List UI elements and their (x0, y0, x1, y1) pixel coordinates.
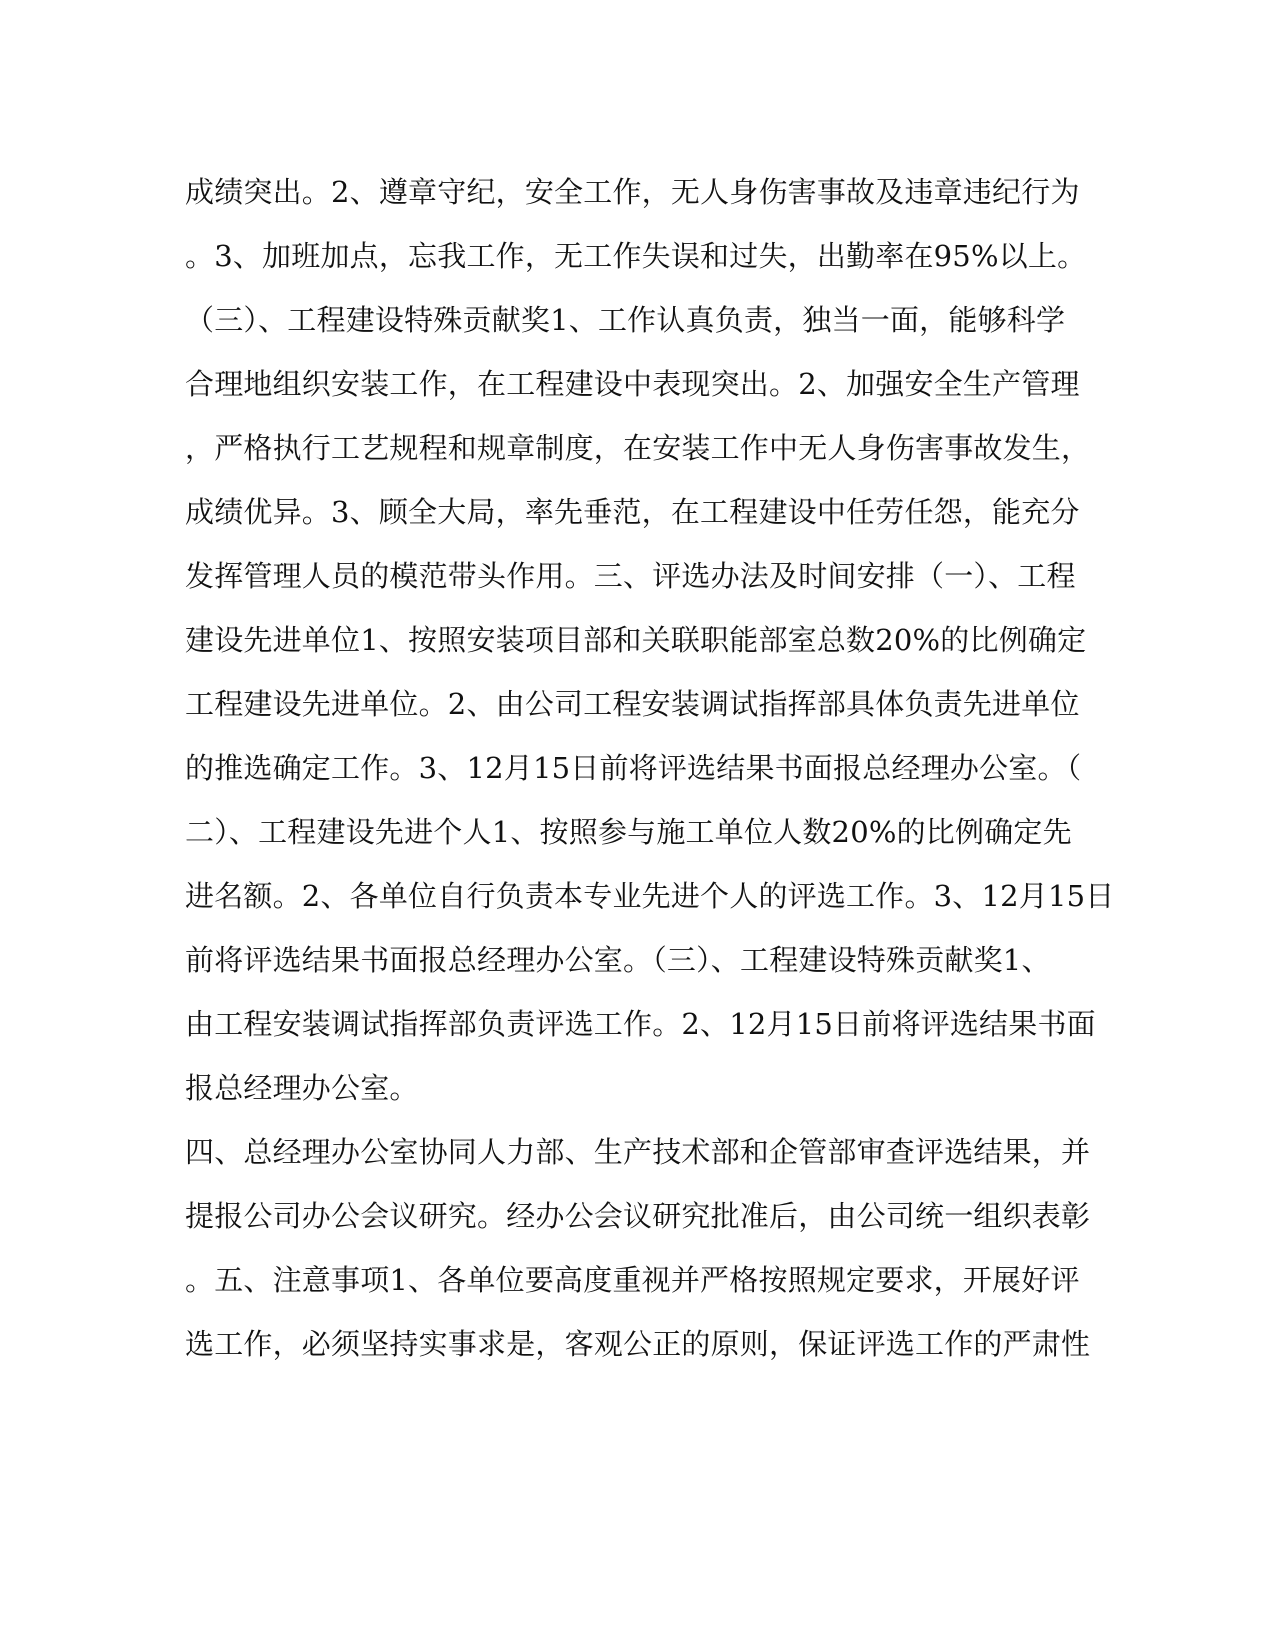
text-line: 提报公司办公会议研究。经办公会议研究批准后，由公司统一组织表彰 (185, 1199, 1091, 1233)
text-line: 成绩突出。2、遵章守纪，安全工作，无人身伤害事故及违章违纪行为 (185, 175, 1080, 209)
text-line: 成绩优异。3、顾全大局，率先垂范，在工程建设中任劳任怨，能充分 (185, 495, 1080, 529)
text-line: 的推选确定工作。3、12月15日前将评选结果书面报总经理办公室。（ (185, 751, 1082, 785)
text-line: 合理地组织安装工作，在工程建设中表现突出。2、加强安全生产管理 (185, 367, 1080, 401)
body-text (185, 160, 1115, 1376)
text-line: 工程建设先进单位。2、由公司工程安装调试指挥部具体负责先进单位 (185, 687, 1080, 721)
text-line: 选工作，必须坚持实事求是，客观公正的原则，保证评选工作的严肃性 (185, 1327, 1091, 1361)
text-line: 二）、工程建设先进个人1、按照参与施工单位人数20%的比例确定先 (185, 815, 1072, 849)
text-line: ，严格执行工艺规程和规章制度，在安装工作中无人身伤害事故发生， (185, 431, 1091, 465)
text-line: 发挥管理人员的模范带头作用。三、评选办法及时间安排（一）、工程 (185, 559, 1076, 593)
text-line: 前将评选结果书面报总经理办公室。（三）、工程建设特殊贡献奖1、 (185, 943, 1051, 977)
text-line: 由工程安装调试指挥部负责评选工作。2、12月15日前将评选结果书面 (185, 1007, 1096, 1041)
text-line: 。3、加班加点，忘我工作，无工作失误和过失，出勤率在95%以上。 (185, 239, 1087, 273)
text-line: 建设先进单位1、按照安装项目部和关联职能部室总数20%的比例确定 (185, 623, 1087, 657)
text-line: 报总经理办公室。 (185, 1071, 419, 1105)
text-line: 四、总经理办公室协同人力部、生产技术部和企管部审查评选结果，并 (185, 1135, 1091, 1169)
text-line: 。五、注意事项1、各单位要高度重视并严格按照规定要求，开展好评 (185, 1263, 1080, 1297)
text-line: 进名额。2、各单位自行负责本专业先进个人的评选工作。3、12月15日 (185, 879, 1115, 913)
text-line: （三）、工程建设特殊贡献奖1、工作认真负责，独当一面，能够科学 (185, 303, 1066, 337)
